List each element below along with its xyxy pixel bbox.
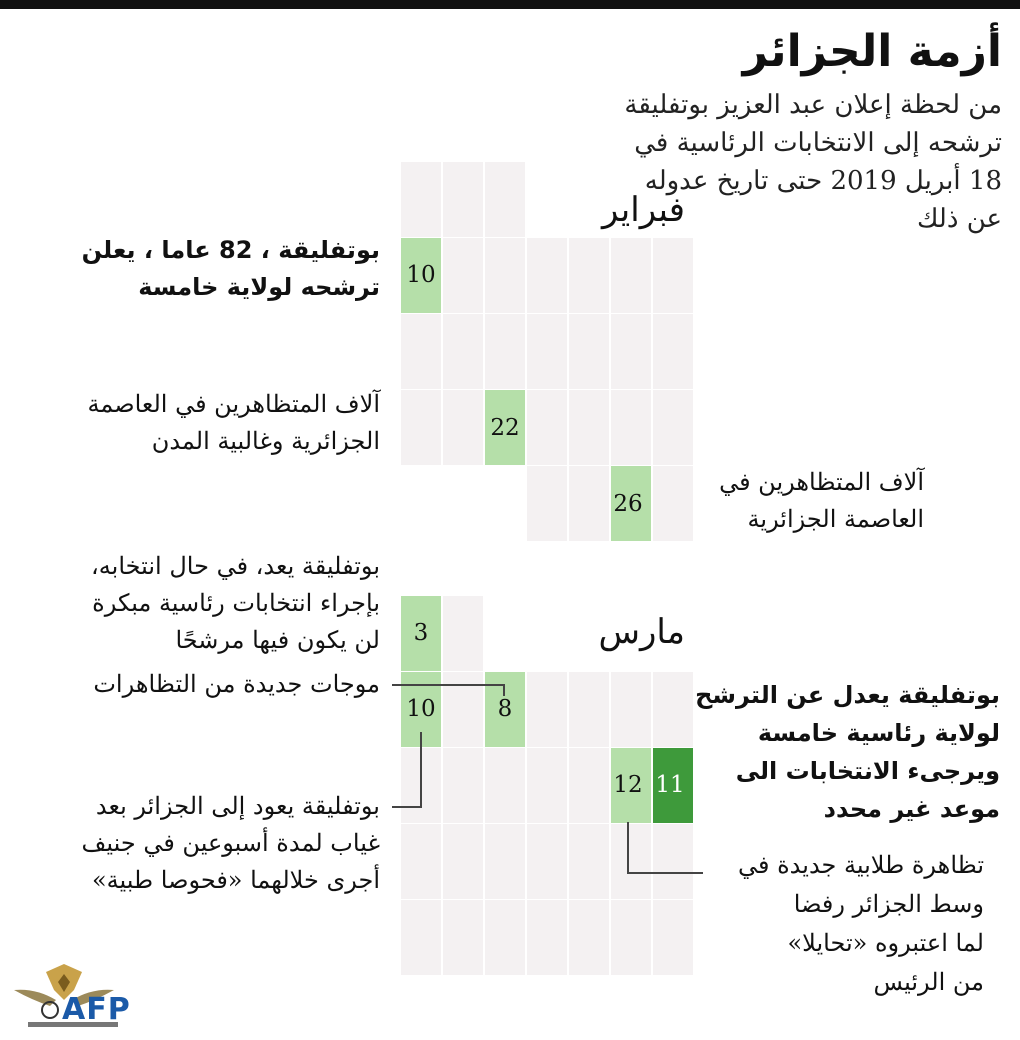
calendar-day (653, 314, 693, 389)
calendar-day (443, 238, 483, 313)
annotation-line: تظاهرة طلابية جديدة في (737, 851, 984, 879)
month-label-march: مارس (598, 612, 685, 652)
annotation-mar-12 (684, 846, 984, 1002)
calendar-day (569, 314, 609, 389)
annotation-line: بوتفليقة يعد، في حال انتخابه، (91, 552, 380, 580)
calendar-day (611, 900, 651, 975)
annotation-line: لولاية رئاسية خامسة (757, 719, 1000, 747)
calendar-day (611, 390, 651, 465)
annotation-mar-11 (690, 676, 1000, 828)
calendar-day (611, 672, 651, 747)
annotation-line: الجزائرية وغالبية المدن (151, 427, 380, 455)
annotation-line: ترشحه لولاية خامسة (138, 273, 380, 301)
annotation-mar-10 (0, 788, 380, 899)
calendar-day (527, 748, 567, 823)
annotation-feb-10 (20, 232, 380, 306)
calendar-day (653, 466, 693, 541)
calendar-day (569, 390, 609, 465)
calendar-day (485, 748, 525, 823)
annotation-line: من الرئيس (873, 968, 984, 996)
calendar-day (527, 314, 567, 389)
calendar-day (401, 162, 441, 237)
calendar-day (443, 162, 483, 237)
day-label-mar-12: 12 (613, 772, 643, 798)
day-label-mar-8: 8 (497, 696, 513, 722)
calendar-day (485, 162, 525, 237)
leader-line-mar-12-horizontal (627, 872, 703, 874)
calendar-day (401, 390, 441, 465)
calendar-day (485, 238, 525, 313)
calendar-day (443, 596, 483, 671)
calendar-day (569, 748, 609, 823)
page-subtitle: من لحظة إعلان عبد العزيز بوتفليقة ترشحه إلى الانتخابات الرئاسية في 18 أبريل 2019 حتى تاريخ عدوله عن ذلك (624, 90, 1002, 234)
page-title: أزمة الجزائر (742, 26, 1002, 77)
annotation-line: لن يكون فيها مرشحًا (175, 626, 380, 654)
calendar-day (443, 390, 483, 465)
annotation-line: أجرى خلالهما «فحوصا طبية» (91, 866, 380, 894)
annotation-line: وسط الجزائر رفضا (793, 890, 984, 918)
leader-line-mar-8-horizontal (392, 684, 505, 686)
calendar-day (527, 824, 567, 899)
annotation-line: موعد غير محدد (823, 795, 1000, 823)
calendar-day (527, 390, 567, 465)
day-label-mar-11: 11 (655, 772, 685, 798)
annotation-line: لما اعتبروه «تحايلا» (787, 929, 984, 957)
calendar-day (443, 900, 483, 975)
annotation-line: غياب لمدة أسبوعين في جنيف (81, 829, 380, 857)
day-label-feb-22: 22 (490, 415, 520, 441)
calendar-day (443, 824, 483, 899)
calendar-day (401, 314, 441, 389)
day-label-feb-26: 26 (613, 491, 643, 517)
annotation-line: بوتفليقة ، 82 عاما ، يعلن (81, 236, 380, 264)
calendar-day (569, 824, 609, 899)
annotation-mar-8 (0, 666, 380, 703)
annotation-line: ويرجىء الانتخابات الى (735, 757, 1000, 785)
calendar-day (611, 824, 651, 899)
calendar-day (485, 314, 525, 389)
logo-text: AFP (62, 992, 131, 1027)
calendar-day (443, 314, 483, 389)
annotation-line: العاصمة الجزائرية (747, 505, 924, 533)
calendar-day (653, 672, 693, 747)
calendar-day (401, 824, 441, 899)
leader-line-mar-10-vertical (420, 732, 422, 808)
annotation-feb-22 (0, 386, 380, 460)
calendar-day (611, 238, 651, 313)
calendar-day (653, 238, 693, 313)
calendar-day (527, 466, 567, 541)
calendar-day (527, 900, 567, 975)
calendar-day (401, 900, 441, 975)
calendar-day (569, 466, 609, 541)
annotation-line: بوتفليقة يعدل عن الترشح (695, 681, 1000, 709)
top-bar (0, 0, 1020, 9)
annotation-feb-26 (694, 464, 924, 538)
calendar-day (569, 900, 609, 975)
day-label-mar-3: 3 (413, 620, 429, 646)
calendar-day (527, 672, 567, 747)
calendar-day (653, 390, 693, 465)
leader-line-mar-8-vertical (503, 684, 505, 696)
annotation-line: بوتفليقة يعود إلى الجزائر بعد (95, 792, 380, 820)
annotation-line: بإجراء انتخابات رئاسية مبكرة (92, 589, 380, 617)
leader-line-mar-12-vertical (627, 822, 629, 874)
annotation-line: آلاف المتظاهرين في (719, 468, 924, 496)
annotation-line: آلاف المتظاهرين في العاصمة (87, 390, 380, 418)
day-label-mar-10: 10 (406, 696, 436, 722)
calendar-day (485, 900, 525, 975)
leader-line-mar-10-horizontal (392, 806, 422, 808)
day-label-feb-10: 10 (406, 262, 436, 288)
calendar-day (527, 238, 567, 313)
calendar-day (569, 672, 609, 747)
calendar-day (611, 314, 651, 389)
annotation-mar-3 (0, 548, 380, 659)
calendar-day (569, 238, 609, 313)
calendar-day (443, 748, 483, 823)
month-label-february: فبراير (602, 190, 685, 230)
annotation-line: موجات جديدة من التظاهرات (93, 670, 380, 698)
calendar-day (485, 824, 525, 899)
